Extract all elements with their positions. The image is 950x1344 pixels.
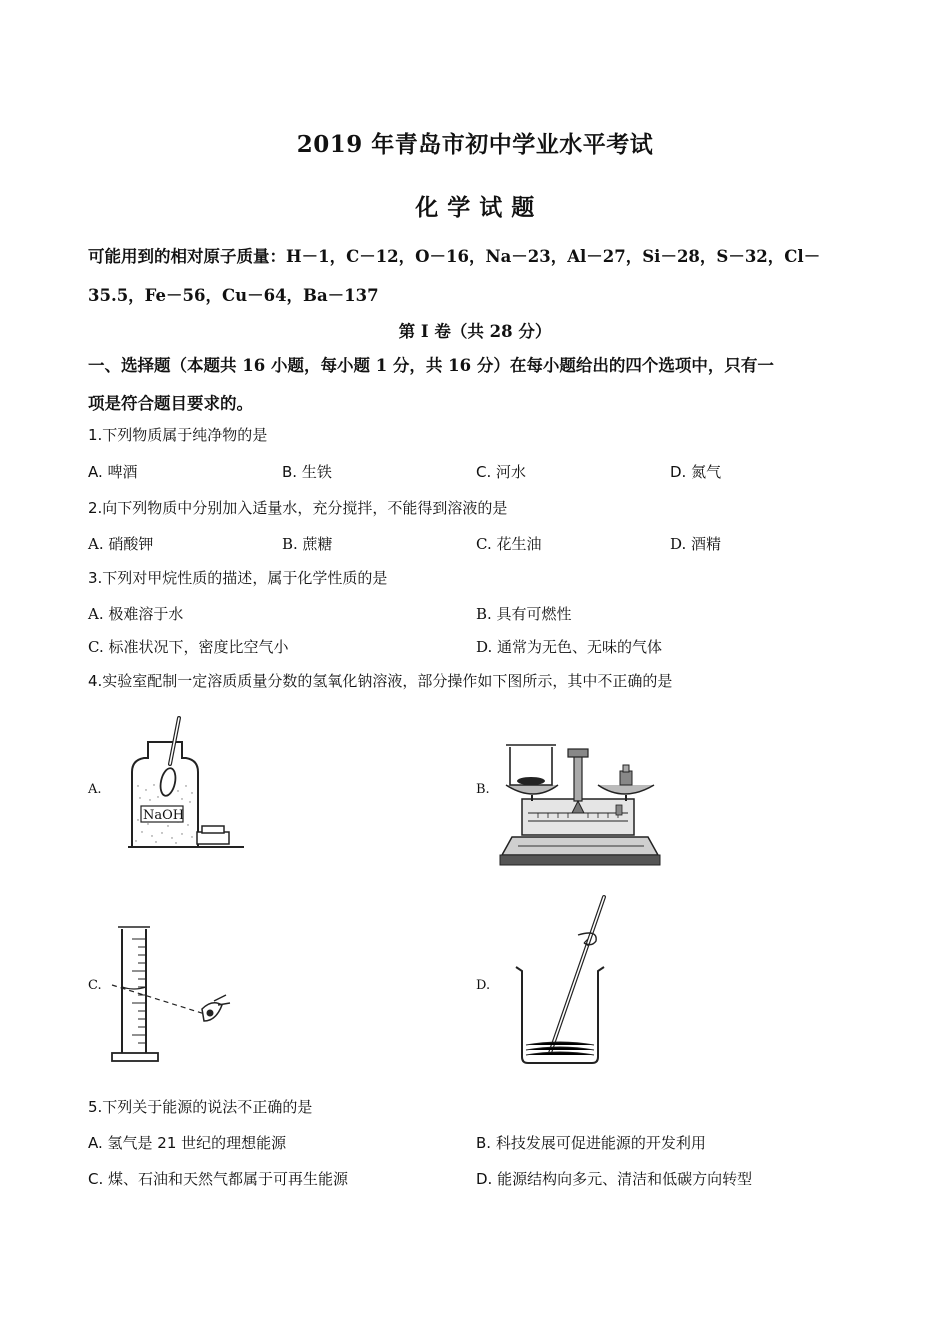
question-2-option-d: D. 酒精 (670, 535, 722, 553)
question-1-option-b: B. 生铁 (282, 463, 332, 481)
question-5-option-c: C. 煤、石油和天然气都属于可再生能源 (88, 1170, 349, 1188)
question-4-stem: 4.实验室配制一定溶质质量分数的氢氧化钠溶液，部分操作如下图所示，其中不正确的是 (88, 672, 673, 690)
question-3-option-d: D. 通常为无色、无味的气体 (476, 638, 663, 656)
question-1-stem: 1.下列物质属于纯净物的是 (88, 426, 268, 444)
atomic-masses-line1: 可能用到的相对原子质量：H－1，C－12，O－16，Na－23，Al－27，Si－28，S－32，Cl－ (88, 247, 821, 266)
question-5-option-d: D. 能源结构向多元、清洁和低碳方向转型 (476, 1170, 753, 1188)
question-2-option-b: B. 蔗糖 (282, 535, 333, 553)
figure-d-beaker-stirring (512, 893, 612, 1068)
figure-c-graduated-cylinder (110, 925, 240, 1065)
question-4-option-c: C. (88, 978, 102, 993)
question-5-option-b: B. 科技发展可促进能源的开发利用 (476, 1134, 706, 1152)
question-4-option-a: A. (88, 782, 102, 797)
exam-title: 2019 年青岛市初中学业水平考试 (296, 131, 654, 158)
question-3-stem: 3.下列对甲烷性质的描述，属于化学性质的是 (88, 569, 388, 587)
section-heading-line2: 项是符合题目要求的。 (88, 394, 253, 413)
figure-b-balance (498, 741, 664, 869)
question-3-option-b: B. 具有可燃性 (476, 605, 572, 623)
question-4-option-b: B. (476, 782, 490, 797)
question-2-stem: 2.向下列物质中分别加入适量水，充分搅拌，不能得到溶液的是 (88, 499, 508, 517)
question-5-option-a: A. 氢气是 21 世纪的理想能源 (88, 1134, 287, 1152)
question-2-option-a: A. 硝酸钾 (88, 535, 154, 553)
question-3-option-a: A. 极难溶于水 (88, 605, 184, 623)
question-4-option-d: D. (476, 978, 491, 993)
question-5-stem: 5.下列关于能源的说法不正确的是 (88, 1098, 313, 1116)
exam-subtitle: 化 学 试 题 (415, 194, 535, 221)
section-heading-line1: 一、选择题（本题共 16 小题，每小题 1 分，共 16 分）在每小题给出的四个选项中，只有一 (88, 356, 774, 375)
question-1-option-a: A. 啤酒 (88, 463, 138, 481)
volume-heading: 第 I 卷（共 28 分） (398, 322, 552, 341)
naoh-label: NaOH (143, 808, 185, 823)
question-1-option-c: C. 河水 (476, 463, 527, 481)
question-3-option-c: C. 标准状况下，密度比空气小 (88, 638, 289, 656)
atomic-masses-line2: 35.5，Fe－56，Cu－64，Ba－137 (88, 286, 379, 305)
question-2-option-c: C. 花生油 (476, 535, 542, 553)
question-1-option-d: D. 氮气 (670, 463, 722, 481)
figure-a-reagent-bottle (128, 714, 253, 854)
